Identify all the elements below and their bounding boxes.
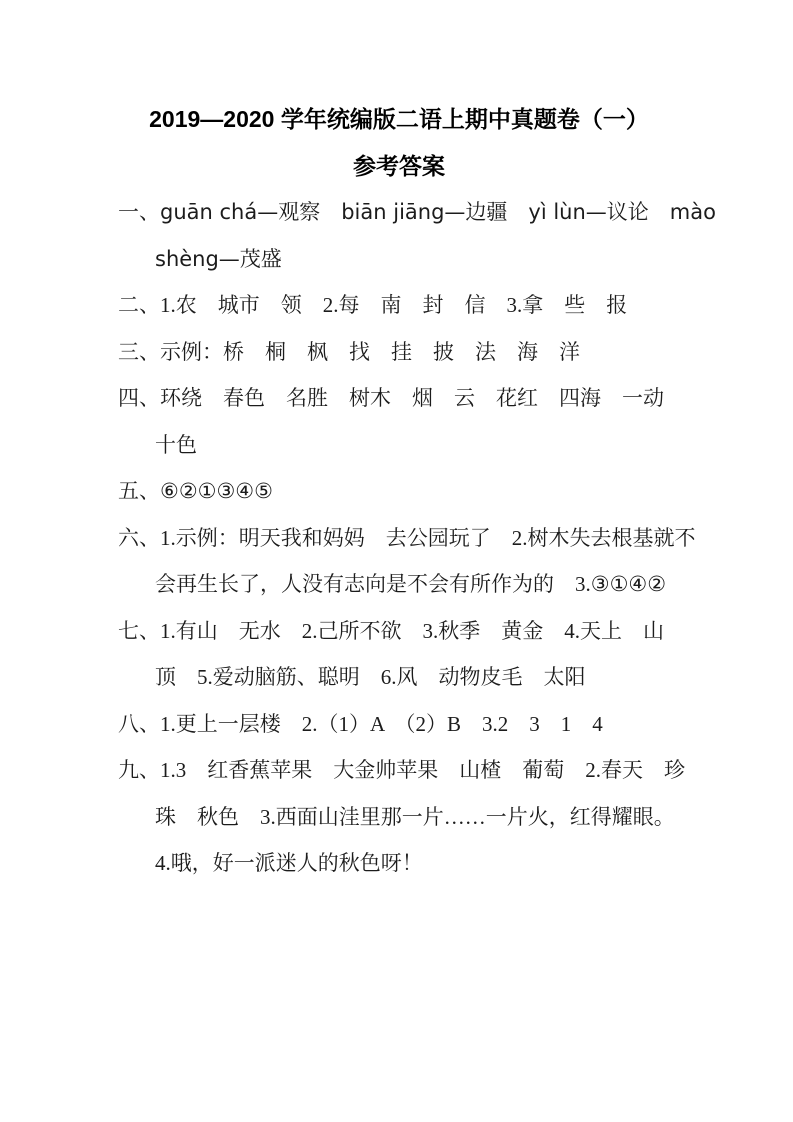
answer-sections xyxy=(118,189,716,887)
answer-section xyxy=(118,468,680,515)
answer-line xyxy=(118,608,680,655)
answer-section xyxy=(118,375,680,468)
document-title: 2019—2020 学年统编版二语上期中真题卷（一） xyxy=(149,106,649,132)
answer-text: 1.示例：明天我和妈妈 去公园玩了 2.树木失去根基就不 xyxy=(160,525,696,550)
answer-line-continued: 会再生长了，人没有志向是不会有所作为的 3.③①④② xyxy=(155,572,667,596)
section-label: 三、 xyxy=(118,339,160,364)
section-label: 一、 xyxy=(118,200,160,224)
answer-section xyxy=(118,329,680,376)
answer-line-continued: 十色 xyxy=(155,432,197,457)
answer-line xyxy=(118,468,680,515)
answer-text: ⑥②①③④⑤ xyxy=(160,479,273,503)
section-label: 五、 xyxy=(118,479,160,503)
answer-text: 环绕 春色 名胜 树木 烟 云 花红 四海 一动 xyxy=(160,386,664,410)
answer-text: 1.农 城市 领 2.每 南 封 信 3.拿 些 报 xyxy=(160,293,628,317)
answer-section xyxy=(118,747,685,887)
answer-line xyxy=(118,189,716,236)
section-label: 八、 xyxy=(118,711,160,736)
answer-line xyxy=(118,282,680,329)
answer-line xyxy=(118,515,696,562)
answer-section xyxy=(118,608,680,701)
section-label: 四、 xyxy=(118,386,160,410)
answer-section xyxy=(118,515,696,608)
answer-text: 1.3 红香蕉苹果 大金帅苹果 山楂 葡萄 2.春天 珍 xyxy=(160,758,685,782)
answer-section xyxy=(118,282,680,329)
answer-line-continued: shèng—茂盛 xyxy=(155,246,282,271)
answer-line-continued: 珠 秋色 3.西面山洼里那一片……一片火，红得耀眼。 xyxy=(155,804,675,829)
answer-section xyxy=(118,189,716,282)
section-label: 二、 xyxy=(118,293,160,317)
answer-line xyxy=(118,375,680,422)
answer-line xyxy=(118,701,680,748)
answer-line xyxy=(118,329,680,376)
answer-line-continued: 顶 5.爱动脑筋、聪明 6.风 动物皮毛 太阳 xyxy=(155,665,586,689)
answer-line xyxy=(118,747,685,794)
answer-text: 1.有山 无水 2.己所不欲 3.秋季 黄金 4.天上 山 xyxy=(160,618,664,643)
answer-text: 1.更上一层楼 2.（1）A （2）B 3.2 3 1 4 xyxy=(160,711,603,736)
answer-section xyxy=(118,701,680,748)
document-body xyxy=(118,96,716,887)
section-label: 九、 xyxy=(118,758,160,782)
document-subtitle: 参考答案 xyxy=(353,152,445,179)
answer-line-continued: 4.哦，好一派迷人的秋色呀！ xyxy=(155,851,423,875)
answer-text: 示例：桥 桐 枫 找 挂 披 法 海 洋 xyxy=(160,339,580,364)
answer-text: guān chá—观察 biān jiāng—边疆 yì lùn—议论 mào xyxy=(160,200,716,224)
section-label: 七、 xyxy=(118,618,160,643)
section-label: 六、 xyxy=(118,525,160,550)
